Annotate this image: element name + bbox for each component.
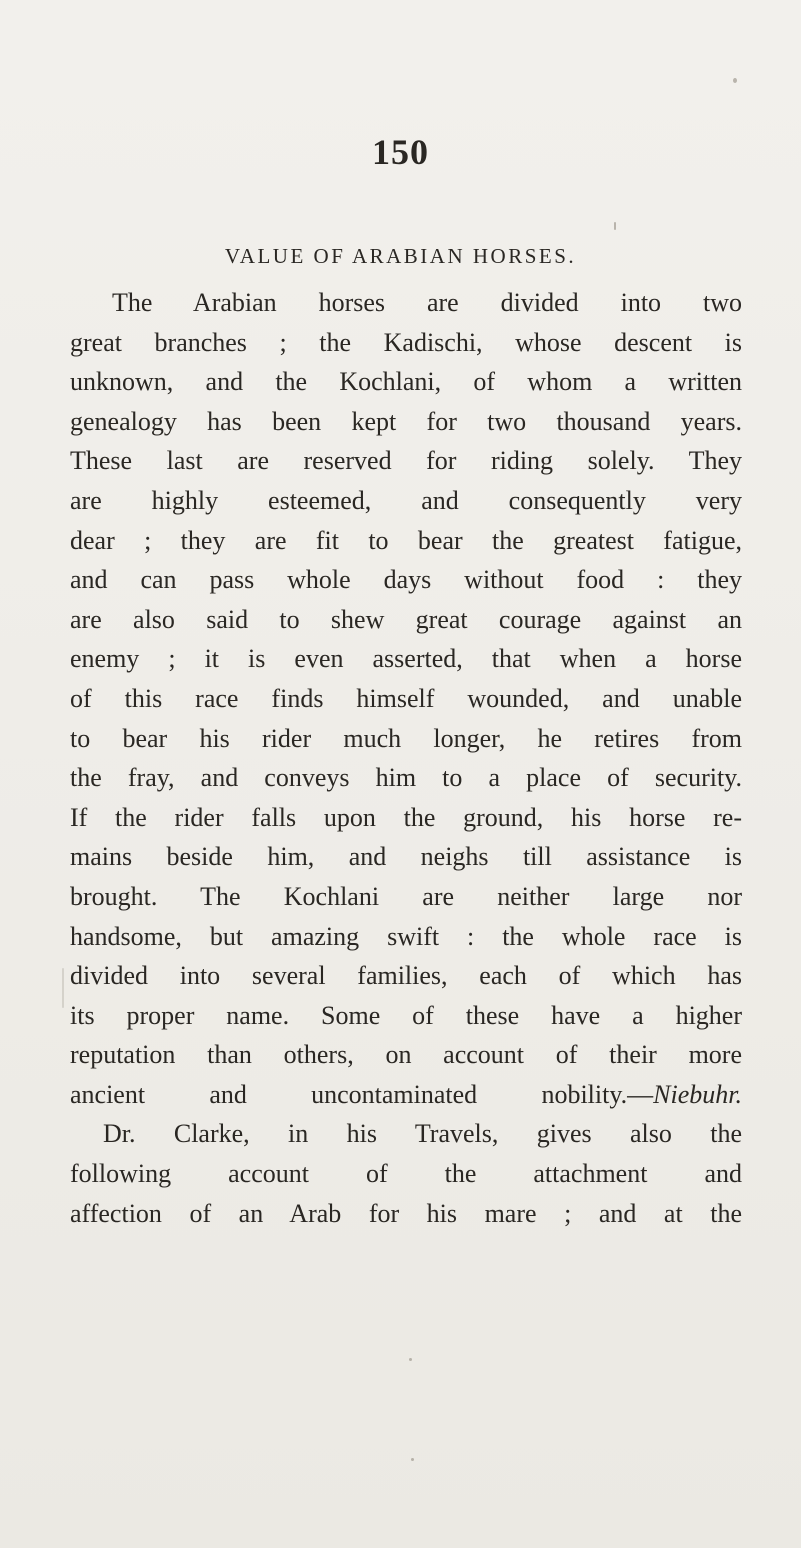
- text-line: The Arabian horses are divided into two: [112, 288, 742, 317]
- text-line: reputation than others, on account of their more: [70, 1040, 742, 1070]
- text-segment: ancient and uncontaminated nobility.—: [70, 1079, 654, 1109]
- text-line: are highly esteemed, and consequently very: [70, 485, 742, 515]
- text-line: divided into several families, each of which has: [70, 961, 742, 991]
- text-line-with-citation: [70, 1075, 742, 1115]
- paper-speck: [411, 1458, 414, 1461]
- text-line: dear ; they are fit to bear the greatest fatigue,: [70, 525, 742, 555]
- text-line: affection of an Arab for his mare ; and at the: [70, 1198, 742, 1228]
- text-line: to bear his rider much longer, he retires from: [70, 723, 742, 753]
- text-line: enemy ; it is even asserted, that when a horse: [70, 644, 742, 674]
- page-number: 150: [372, 132, 429, 172]
- text-line: its proper name. Some of these have a higher: [70, 1000, 742, 1030]
- text-line: These last are reserved for riding solely. They: [70, 446, 742, 476]
- paper-speck: [409, 1358, 412, 1361]
- section-heading: VALUE OF ARABIAN HORSES.: [224, 244, 577, 268]
- paper-speck: [614, 222, 616, 230]
- paper-speck: [62, 968, 64, 1008]
- text-line: great branches ; the Kadischi, whose descent is: [70, 327, 742, 357]
- paper-speck: [733, 78, 737, 83]
- text-line: are also said to shew great courage against an: [70, 604, 742, 634]
- text-line: mains beside him, and neighs till assistance is: [70, 842, 742, 872]
- text-line: of this race finds himself wounded, and unable: [70, 683, 742, 713]
- text-line: If the rider falls upon the ground, his horse re-: [70, 802, 742, 832]
- text-line: Dr. Clarke, in his Travels, gives also the: [103, 1119, 742, 1149]
- citation: Niebuhr.: [653, 1079, 742, 1109]
- text-line: brought. The Kochlani are neither large nor: [70, 881, 742, 911]
- text-line: the fray, and conveys him to a place of security.: [70, 763, 742, 793]
- text-line: and can pass whole days without food : they: [70, 565, 742, 595]
- text-line: following account of the attachment and: [70, 1159, 742, 1189]
- text-line: handsome, but amazing swift : the whole race is: [70, 921, 742, 951]
- text-line: unknown, and the Kochlani, of whom a written: [70, 367, 742, 397]
- text-line: genealogy has been kept for two thousand years.: [70, 406, 742, 436]
- body-text: [70, 283, 742, 1233]
